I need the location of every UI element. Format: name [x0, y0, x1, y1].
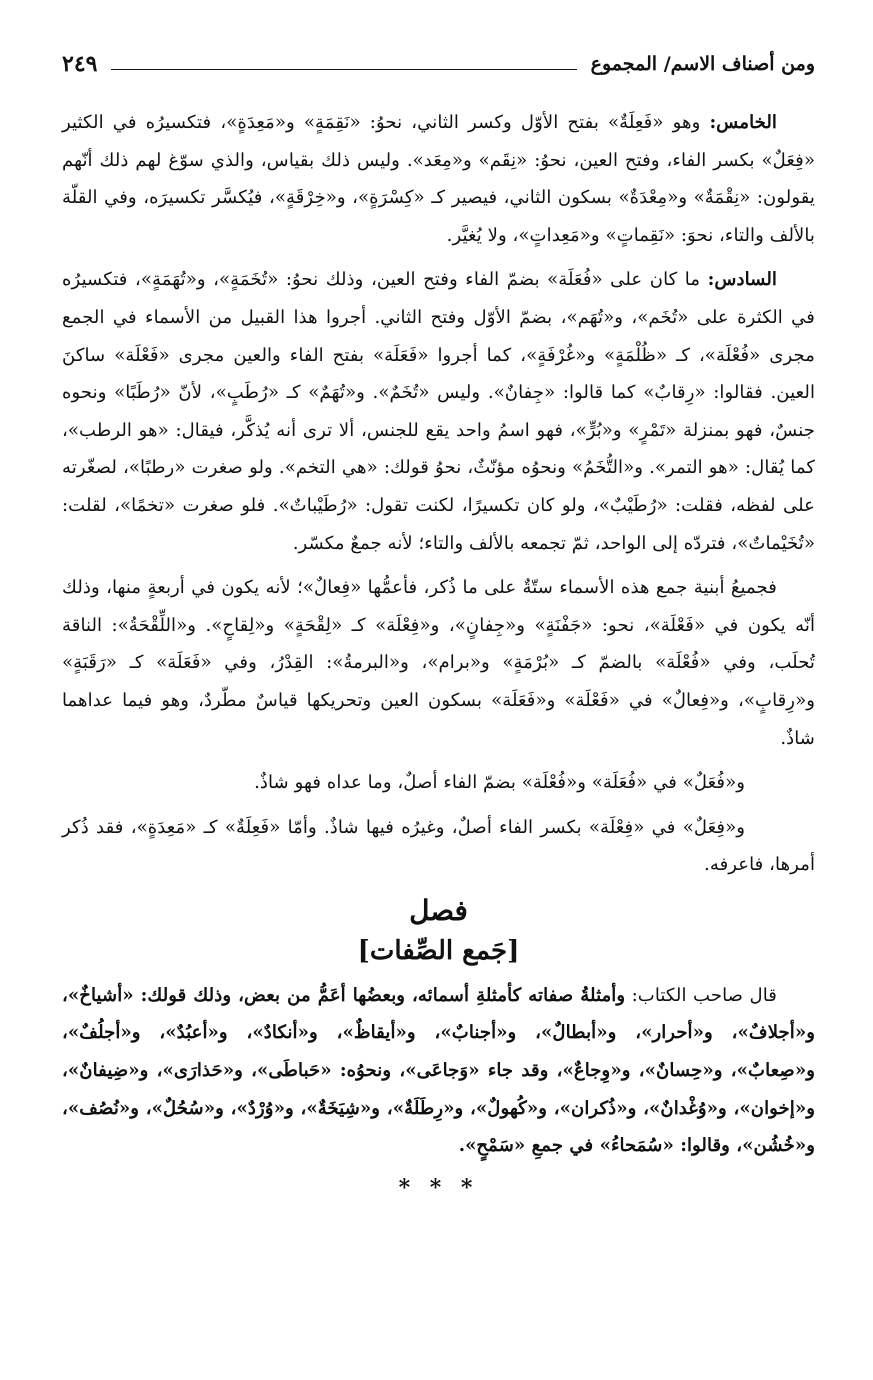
paragraph-text: ما كان على «فُعَلَة» بضمّ الفاء وفتح العين، وذلك نحوُ: «تُخَمَةٍ»، و«تُهَمَةٍ»، فتكسيرُه في الكثرة على «تُخَم»، و«تُهَم»، بضمّ الأوّل وفتح الثاني. أجروا هذا القبيل من الأسماء في الجمع مجرى «فُعْلَة»، كـ «ظُلْمَةٍ» و«غُرْفَةٍ»، كما أجروا «فَعَلَة» بفتح الفاء والعين مجرى «فَعْلَة» ساكنَ العين. فقالوا: «رِقابٌ» كما قالوا: «جِفانٌ». وليس «تُخَمٌ». و«تُهَمٌ» كـ «رُطَبٍ»، لأنّ «رُطَبًا» ونحوه جنسٌ، فهو بمنزلة «تَمْرٍ» و«بُرٍّ»، فهو اسمُ واحد يقع للجنس، ألا ترى أنه يُذكَّر، فيقال: «هو الرطب»، كما يُقال: «هو التمر». و«التُّخَمُ» ونحوُه مؤنّثٌ، نحوُ قولك: «هي التخم». ولو صغرت «رطبًا»، لصغّرته على لفظه، فقلت: «رُطَيْبٌ»، ولو كان تكسيرًا، لكنت تقول: «رُطَيْباتٌ». فلو صغرت «تخمًا»، لقلت: «تُخَيْماتٌ»، فتردّه إلى الواحد، ثمّ تجمعه بالألف والتاء؛ لأنه جمعٌ مكسّر. — [62, 269, 815, 554]
section-subtitle: [جَمع الصِّفات] — [357, 935, 520, 966]
header-rule — [111, 69, 576, 70]
paragraph-sixth — [62, 261, 815, 562]
paragraph-text: وهو «فَعِلَةٌ» بفتح الأوّل وكسر الثاني، نحوُ: «نَقِمَةٍ» و«مَعِدَةٍ»، فتكسيرُه في الكثير «فِعَلٌ» بكسر الفاء، وفتح العين، نحوُ: «نِقَم» و«مِعَد». وليس ذلك بقياس، والذي سوّغ لهم ذلك أنّهم يقولون: «نِقْمَةٌ» و«مِعْدَةٌ» بسكون الثاني، فيصير كـ «كِسْرَةٍ»، و«خِرْقَةٍ»، فيُكسَّر تكسيرَه، وفي القلّة بالألف والتاء، نحوَ: «نَقِماتٍ» و«مَعِداتٍ»، ولا يُغيَّر. — [62, 112, 815, 246]
page-body — [62, 104, 815, 1201]
paragraph-lead: الخامس: — [709, 112, 777, 133]
end-mark: * * * — [398, 1174, 479, 1201]
quote-intro: قال صاحب الكتاب: — [625, 984, 777, 1006]
section-title: فصل — [409, 893, 468, 927]
paragraph-fuel: و«فُعَلٌ» في «فُعَلَة» و«فُعْلَة» بضمّ الفاء أصلٌ، وما عداه فهو شاذٌ. — [254, 772, 745, 794]
paragraph-fifth — [62, 104, 815, 254]
quote-text: وأمثلةُ صفاته كأمثلةِ أسمائه، وبعضُها أعَمُّ من بعض، وذلك قولك: «أشياخٌ»، و«أجلافٌ»، و«أحرار»، و«أبطالٌ»، و«أجنابٌ»، و«أيقاظٌ»، و«أنكادٌ»، و«أعبُدٌ»، و«أجلُفٌ»، و«صِعابٌ»، و«حِسانٌ»، و«وِجاعٌ»، وقد جاء «وَجاعَى»، ونحوُه: «حَباطَى»، و«حَذارَى»، و«ضِيفانٌ»، و«إخوان»، و«وُغْدانٌ»، و«ذُكران»، و«كُهولٌ»، و«رِطَلَةٌ»، و«شِيَخَةٌ»، و«وُرْدٌ»، و«سُحُلٌ»، و«نُصُف»، و«خُشُن»، وقالوا: «سُمَحاءُ» في جمعِ «سَمْحٍ». — [62, 984, 815, 1157]
page-header — [62, 44, 815, 84]
paragraph-fiel: و«فِعَلٌ» في «فِعْلَة» بكسر الفاء أصلٌ، وغيرُه فيها شاذٌ. وأمّا «فَعِلَةٌ» كـ «مَعِدَةٍ»، فقد ذُكر أمرها، فاعرفه. — [62, 816, 815, 876]
page-number: ٢٤٩ — [62, 51, 98, 77]
paragraph-author-quote — [62, 977, 815, 1165]
paragraph-summary: فجميعُ أبنية جمع هذه الأسماء ستّةٌ على ما ذُكر، فأعمُّها «فِعالٌ»؛ لأنه يكون في أربعةٍ منها، وذلك أنّه يكون في «فَعْلَة»، نحو: «جَفْنَةٍ» و«جِفانٍ»، و«فِعْلَة» كـ «لِقْحَةٍ» و«لِقاحٍ». و«اللِّقْحَةُ»: الناقة تُحلَب، وفي «فُعْلَة» بالضمّ كـ «بُرْمَةٍ» و«برام»، و«البرمةُ»: القِدْرُ، وفي «فَعَلَة» كـ «رَقَبَةٍ» و«رِقابٍ»، و«فِعالٌ» في «فَعْلَة» و«فَعَلَة» بسكون العين وتحريكها قياسٌ مطّردٌ، وهو فيما عداهما شاذٌ. — [62, 577, 815, 749]
running-title: ومن أصناف الاسم/ المجموع — [590, 53, 815, 75]
paragraph-lead: السادس: — [707, 269, 777, 291]
